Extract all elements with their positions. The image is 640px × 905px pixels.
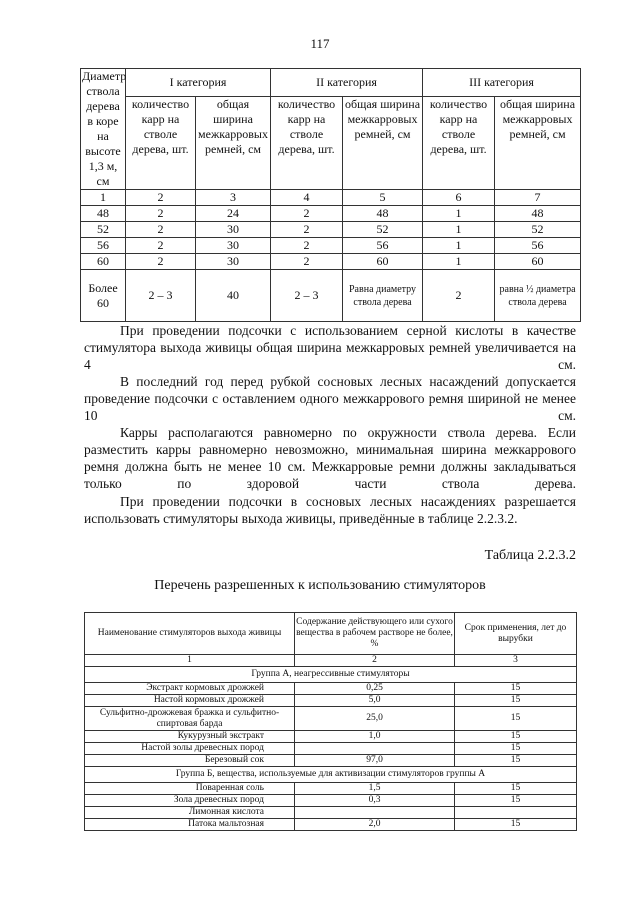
table-row <box>85 707 577 731</box>
cell: 3 <box>455 655 577 667</box>
cell: 15 <box>455 731 577 743</box>
table-row <box>85 755 577 767</box>
cell: 1 <box>423 206 495 222</box>
cell: 60 <box>495 254 581 270</box>
cell: 52 <box>343 222 423 238</box>
cell: Березовый сок <box>85 755 295 767</box>
cell: 25,0 <box>295 707 455 731</box>
group-row <box>85 667 577 683</box>
cell: 15 <box>455 695 577 707</box>
cell: 60 <box>81 254 126 270</box>
cell: Более 60 <box>81 270 126 322</box>
cell: 52 <box>495 222 581 238</box>
cell: 24 <box>196 206 271 222</box>
paragraph: При проведении подсочки с использованием серной кислоты в качестве стимулятора выхода живицы общая ширина межкарровых ремней увеличивается на 4 см. <box>84 323 576 372</box>
col-header: Наименование стимуляторов выхода живицы <box>85 613 295 655</box>
cell: 0,3 <box>295 795 455 807</box>
cell: 6 <box>423 190 495 206</box>
cell: 48 <box>81 206 126 222</box>
cell: 2 <box>271 222 343 238</box>
cell <box>455 807 577 819</box>
table-row <box>81 254 581 270</box>
cell: Настой золы древесных пород <box>85 743 295 755</box>
cell: 30 <box>196 222 271 238</box>
cell: Лимонная кислота <box>85 807 295 819</box>
cell: Настой кормовых дрожжей <box>85 695 295 707</box>
cell: 15 <box>455 743 577 755</box>
cell: 48 <box>343 206 423 222</box>
cell: 1,0 <box>295 731 455 743</box>
table-row <box>85 819 577 831</box>
cell: Равна диаметру ствола дерева <box>343 270 423 322</box>
cell: 30 <box>196 254 271 270</box>
col-header: общая ширина межкарровых ремней, см <box>343 96 423 189</box>
cell: 3 <box>196 190 271 206</box>
table-row <box>85 695 577 707</box>
category-3-header: III категория <box>423 69 581 97</box>
cell: 56 <box>495 238 581 254</box>
category-1-header: I категория <box>126 69 271 97</box>
paragraph: В последний год перед рубкой сосновых лесных насаждений допускается проведение подсочки с оставлением одного межкаррового ремня шириной не менее 10 см. <box>84 374 576 423</box>
cell: 2 <box>271 254 343 270</box>
diameter-header: Диаметр ствола дерева в коре на высоте 1,3 м, см <box>82 69 127 188</box>
cell: 1 <box>423 238 495 254</box>
cell: 52 <box>81 222 126 238</box>
cell: 15 <box>455 783 577 795</box>
group-row <box>85 767 577 783</box>
col-header: общая ширина межкарровых ремней, см <box>495 96 581 189</box>
table-row <box>81 270 581 322</box>
cell: 56 <box>81 238 126 254</box>
cell: 1 <box>85 655 295 667</box>
table-row <box>81 206 581 222</box>
cell: 2 <box>126 206 196 222</box>
cell: 1 <box>81 190 126 206</box>
cell: 1 <box>423 222 495 238</box>
cell: 97,0 <box>295 755 455 767</box>
table-row <box>85 743 577 755</box>
cell: 2 <box>423 270 495 322</box>
cell: 2,0 <box>295 819 455 831</box>
cell <box>295 743 455 755</box>
cell: 2 <box>126 238 196 254</box>
pitch-wound-width-table <box>80 68 581 322</box>
cell: 48 <box>495 206 581 222</box>
cell: 2 <box>126 222 196 238</box>
group-b-label: Группа Б, вещества, используемые для активизации стимуляторов группы А <box>85 767 577 783</box>
table-row <box>85 795 577 807</box>
cell: равна ½ диаметра ствола дерева <box>495 270 581 322</box>
cell: Сульфитно-дрожжевая бражка и сульфитно-спиртовая барда <box>85 707 295 731</box>
cell: Поваренная соль <box>85 783 295 795</box>
col-header: количество карр на стволе дерева, шт. <box>271 96 343 189</box>
cell: 1 <box>423 254 495 270</box>
cell <box>295 807 455 819</box>
column-number-row <box>85 655 577 667</box>
cell: Патока мальтозная <box>85 819 295 831</box>
col-header: количество карр на стволе дерева, шт. <box>423 96 495 189</box>
paragraph: Карры располагаются равномерно по окружности ствола дерева. Если разместить карры равномерно невозможно, минимальная ширина межкаррового ремня должна быть не менее 10 см. Межкарровые ремни должны закладываться только по здоровой части ствола дерева. <box>84 425 576 491</box>
cell: 56 <box>343 238 423 254</box>
cell: 5 <box>343 190 423 206</box>
table-row <box>81 222 581 238</box>
table-reference: Таблица 2.2.3.2 <box>484 548 576 563</box>
cell: 2 <box>295 655 455 667</box>
cell: Кукурузный экстракт <box>85 731 295 743</box>
cell: 15 <box>455 795 577 807</box>
group-a-label: Группа А, неагрессивные стимуляторы <box>85 667 577 683</box>
col-header: общая ширина межкарровых ремней, см <box>196 96 271 189</box>
category-2-header: II категория <box>271 69 423 97</box>
cell: 5,0 <box>295 695 455 707</box>
cell: 1,5 <box>295 783 455 795</box>
cell: Зола древесных пород <box>85 795 295 807</box>
cell: 2 <box>271 206 343 222</box>
table-row <box>81 238 581 254</box>
cell: 15 <box>455 683 577 695</box>
cell: 40 <box>196 270 271 322</box>
cell: 7 <box>495 190 581 206</box>
col-header: количество карр на стволе дерева, шт. <box>126 96 196 189</box>
cell: 2 – 3 <box>126 270 196 322</box>
stimulators-table <box>84 612 577 831</box>
cell: 15 <box>455 755 577 767</box>
cell: Экстракт кормовых дрожжей <box>85 683 295 695</box>
table-row <box>85 807 577 819</box>
table-title: Перечень разрешенных к использованию стимуляторов <box>154 578 486 593</box>
cell: 60 <box>343 254 423 270</box>
table-row <box>85 783 577 795</box>
table-row <box>85 683 577 695</box>
col-header: Срок применения, лет до вырубки <box>455 613 577 655</box>
cell: 2 <box>126 254 196 270</box>
cell: 0,25 <box>295 683 455 695</box>
page-number: 117 <box>310 36 330 51</box>
cell: 2 – 3 <box>271 270 343 322</box>
cell: 15 <box>455 707 577 731</box>
table-row <box>85 731 577 743</box>
paragraph: При проведении подсочки в сосновых лесных насаждениях разрешается использовать стимуляторы выхода живицы, приведённые в таблице 2.2.3.2. <box>84 494 576 526</box>
cell: 30 <box>196 238 271 254</box>
col-header: Содержание действующего или сухого вещества в рабочем растворе не более, % <box>295 613 455 655</box>
cell: 2 <box>271 238 343 254</box>
cell: 2 <box>126 190 196 206</box>
cell: 4 <box>271 190 343 206</box>
column-number-row <box>81 190 581 206</box>
cell: 15 <box>455 819 577 831</box>
